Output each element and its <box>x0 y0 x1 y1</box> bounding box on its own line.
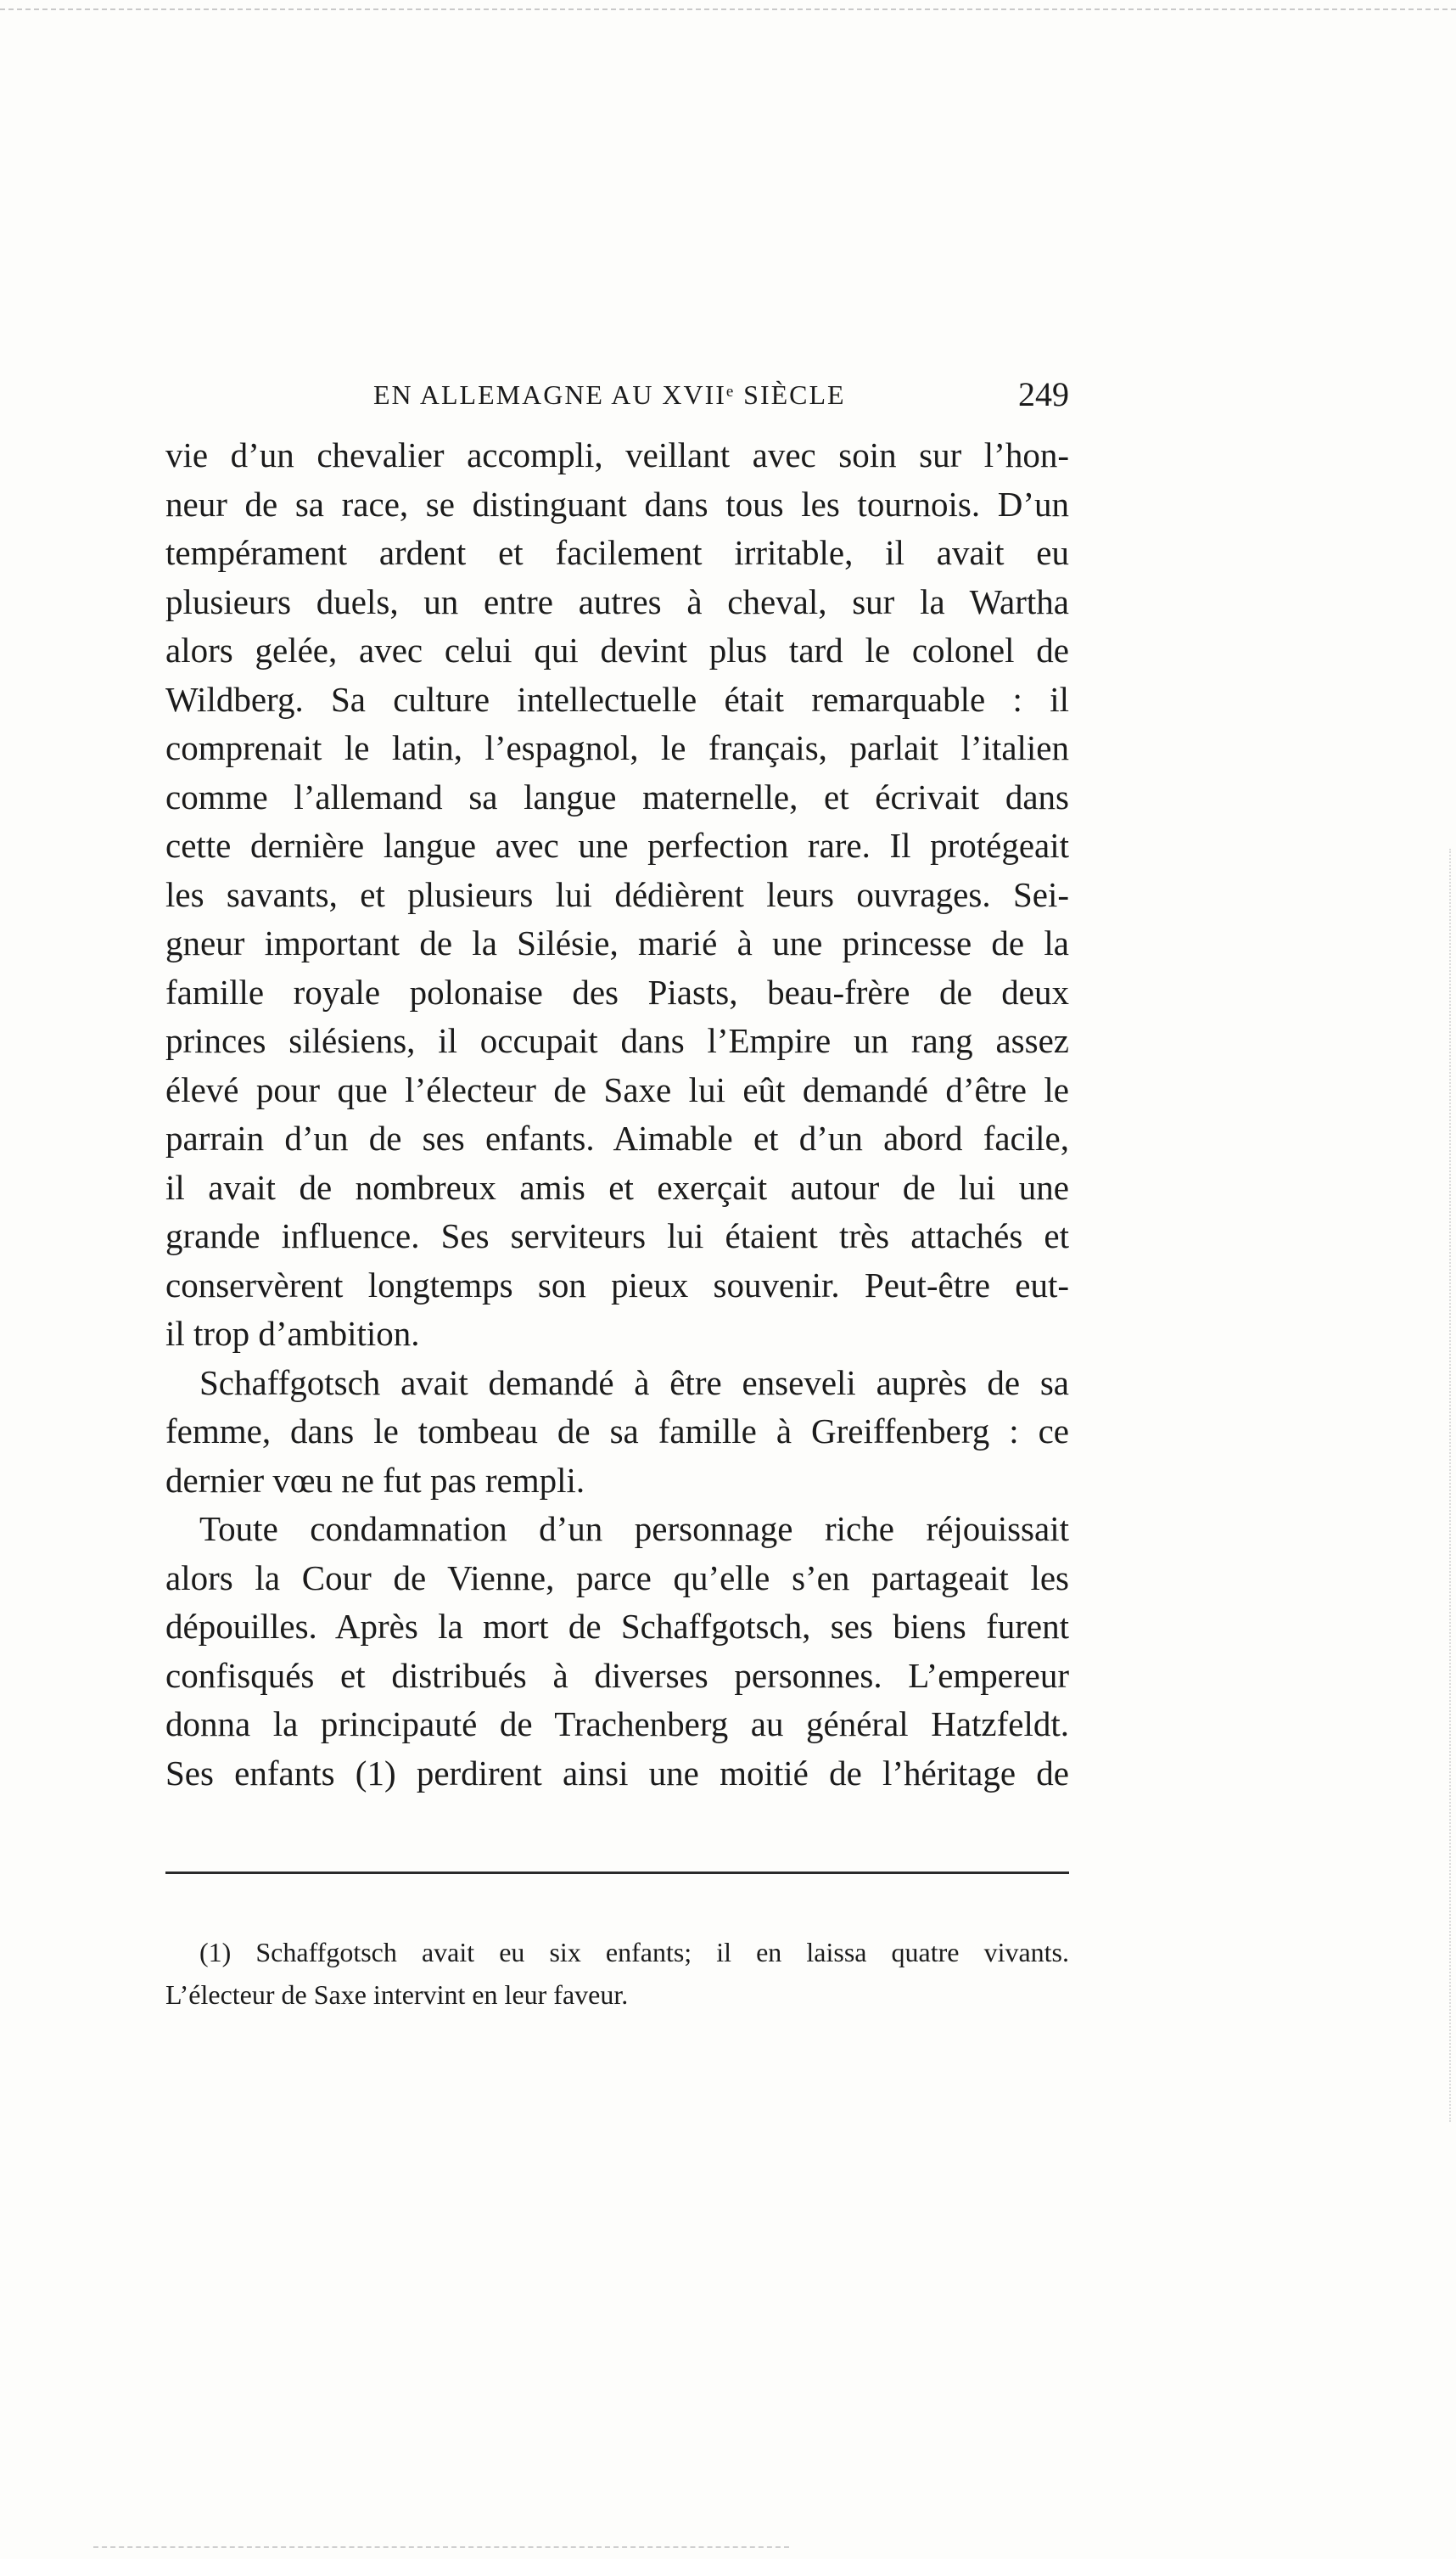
body-line: donna la principauté de Trachenberg au général Hatzfeldt. <box>165 1704 1069 1743</box>
body-line: Toute condamnation d’un personnage riche réjouissait <box>199 1509 1069 1548</box>
body-line: vie d’un chevalier accompli, veillant avec soin sur l’hon- <box>165 435 1069 474</box>
body-line: il avait de nombreux amis et exerçait autour de lui une <box>165 1167 1069 1207</box>
body-text <box>165 431 1069 1798</box>
footnote-line: (1) Schaffgotsch avait eu six enfants; il en laissa quatre vivants. <box>199 1937 1069 1967</box>
body-line: alors gelée, avec celui qui devint plus tard le colonel de <box>165 631 1069 670</box>
body-line: Ses enfants (1) perdirent ainsi une moitié de l’héritage de <box>165 1753 1069 1793</box>
body-line: alors la Cour de Vienne, parce qu’elle s’en partageait les <box>165 1557 1069 1597</box>
scan-edge-rule-top <box>0 8 1456 14</box>
page-number: 249 <box>1018 375 1069 413</box>
footnote-line: L’électeur de Saxe intervint en leur faveur. <box>165 1979 629 2010</box>
body-line: dernier vœu ne fut pas rempli. <box>165 1460 585 1500</box>
body-line: princes silésiens, il occupait dans l’Empire un rang assez <box>165 1021 1069 1060</box>
body-line: élevé pour que l’électeur de Saxe lui eût demandé d’être le <box>165 1069 1069 1109</box>
running-title: EN ALLEMAGNE AU XVIIᵉ SIÈCLE <box>373 379 846 410</box>
body-line: conservèrent longtemps son pieux souvenir. Peut-être eut- <box>165 1265 1069 1305</box>
footnotes <box>165 1931 1069 2016</box>
scan-edge-rule-bottom <box>93 2546 789 2551</box>
body-line: gneur important de la Silésie, marié à une princesse de la <box>165 923 1069 962</box>
body-line: dépouilles. Après la mort de Schaffgotsch, ses biens furent <box>165 1607 1069 1646</box>
body-line: femme, dans le tombeau de sa famille à Greiffenberg : ce <box>165 1411 1069 1451</box>
body-line: cette dernière langue avec une perfection rare. Il protégeait <box>165 826 1069 865</box>
body-line: Wildberg. Sa culture intellectuelle était remarquable : il <box>165 679 1069 719</box>
body-line: les savants, et plusieurs lui dédièrent leurs ouvrages. Sei- <box>165 874 1069 914</box>
body-line: neur de sa race, se distinguant dans tous les tournois. D’un <box>165 484 1069 524</box>
body-line: parrain d’un de ses enfants. Aimable et d’un abord facile, <box>165 1119 1069 1158</box>
footnote-separator <box>165 1872 1069 1874</box>
body-line: plusieurs duels, un entre autres à cheval, sur la Wartha <box>165 581 1069 621</box>
body-line: comprenait le latin, l’espagnol, le français, parlait l’italien <box>165 728 1069 767</box>
body-line: famille royale polonaise des Piasts, beau-frère de deux <box>165 972 1069 1012</box>
scan-edge-specks <box>1444 849 1451 2122</box>
body-line: tempérament ardent et facilement irritable, il avait eu <box>165 533 1069 572</box>
body-line: comme l’allemand sa langue maternelle, et écrivait dans <box>165 777 1069 817</box>
body-line: confisqués et distribués à diverses personnes. L’empereur <box>165 1655 1069 1695</box>
body-line: Schaffgotsch avait demandé à être enseveli auprès de sa <box>199 1362 1069 1402</box>
body-line: grande influence. Ses serviteurs lui étaient très attachés et <box>165 1216 1069 1255</box>
body-line: il trop d’ambition. <box>165 1314 420 1353</box>
running-header <box>165 373 1069 416</box>
